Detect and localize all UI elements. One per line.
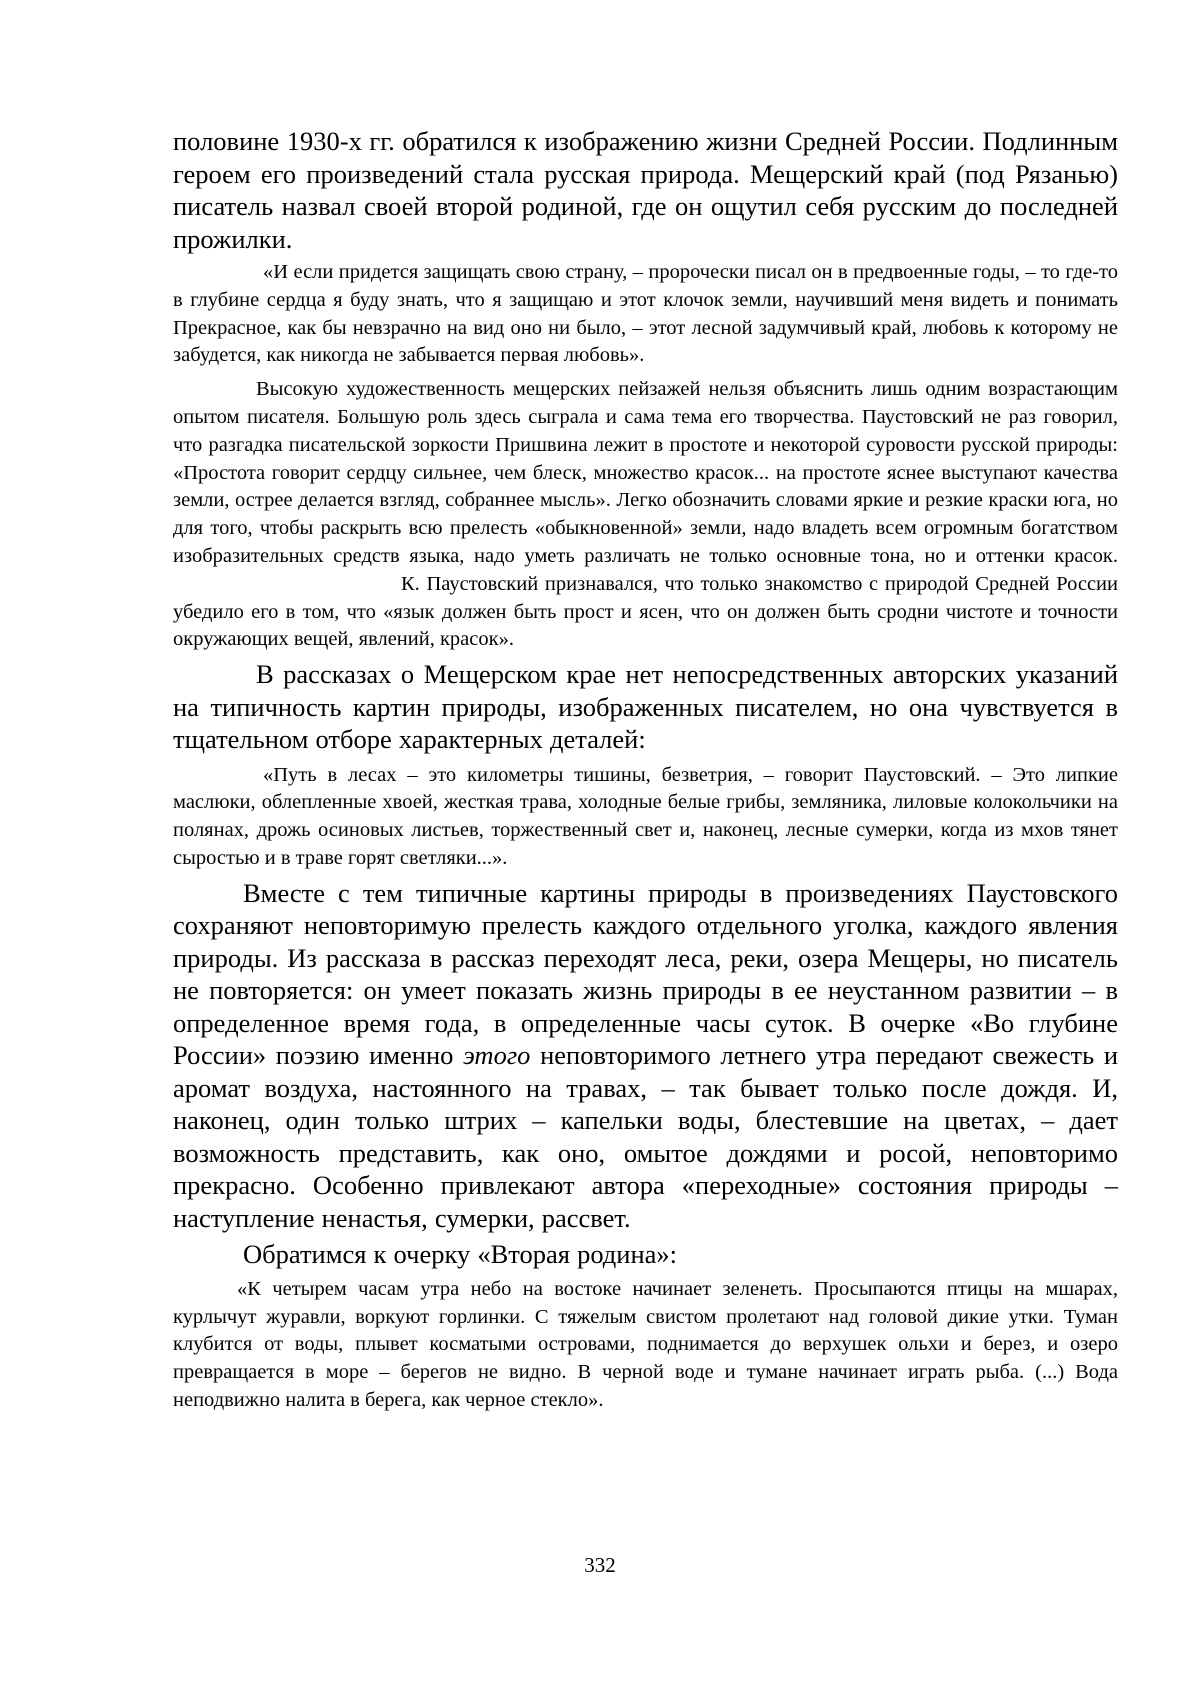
paragraph-second-homeland-intro: Обратимся к очерку «Вторая родина»: xyxy=(243,1239,678,1270)
quote-dawn: «К четырем часам утра небо на востоке начинает зеленеть. Просыпаются птицы на мшарах, курлычут журавли, воркуют горлинки. С тяжелым свистом пролетают над головой дикие утки. Туман клубится от воды, плывет косматыми островами, поднимается до верхушек ольхи и берез, и озеро превращается в море – берегов не видно. В черной воде и тумане начинает играть рыба. (...) Вода неподвижно налита в берега, как черное стекло». xyxy=(173,1277,1118,1412)
typical-pictures-text-before: Вместе с тем типичные картины природы в произведениях Паустовского сохраняют неповторимую прелесть каждого отдельного уголка, каждого явления природы. Из рассказа в рассказ переходят леса, реки, озера Мещеры, но писатель не повторяется: он умеет показать жизнь природы в ее неустанном развитии – в определенное время года, в определенные часы суток. В очерке «Во глубине России» поэзию именно xyxy=(173,877,1118,1071)
emphasis-word: этого xyxy=(463,1040,531,1071)
artistry-text-part2: К. Паустовский признавался, что только знакомство с природой Средней России убедило его в том, что «язык должен быть прост и ясен, что он должен быть сродни чистоте и точности окружающих вещей, явлений, красок». xyxy=(173,572,1118,651)
paragraph-meshchera-stories: В рассказах о Мещерском крае нет непосредственных авторских указаний на типичность картин природы, изображенных писателем, но она чувствуется в тщательном отборе характерных деталей: xyxy=(173,659,1118,755)
quote-homeland: «И если придется защищать свою страну, – пророчески писал он в предвоенные годы, – то где-то в глубине сердца я буду знать, что я защищаю и этот клочок земли, научивший меня видеть и понимать Прекрасное, как бы невзрачно на вид оно ни было, – этот лесной задумчивый край, любовь к которому не забудется, как никогда не забывается первая любовь». xyxy=(173,261,1118,367)
paragraph-artistry xyxy=(173,376,1118,654)
page-body xyxy=(173,125,1118,1415)
paragraph-intro: половине 1930-х гг. обратился к изображению жизни Средней России. Подлинным героем его произведений стала русская природа. Мещерский край (под Рязанью) писатель назвал своей второй родиной, где он ощутил себя русским до последней прожилки. xyxy=(173,126,1118,254)
quote-forest-path: «Путь в лесах – это километры тишины, безветрия, – говорит Паустовский. – Это липкие маслюки, облепленные хвоей, жесткая трава, холодные белые грибы, земляника, лиловые колокольчики на полянах, дрожь осиновых листьев, торжественный свет и, наконец, лесные сумерки, когда из мхов тянет сыростью и в траве горят светляки...». xyxy=(173,763,1118,870)
typical-pictures-text-after: неповторимого летнего утра передают свежесть и аромат воздуха, настоянного на травах, – так бывает только после дождя. И, наконец, один только штрих – капельки воды, блестевшие на цветах, – дает возможность представить, как оно, омытое дождями и росой, неповторимо прекрасно. Особенно привлекают автора «переходные» состояния природы – наступление ненастья, сумерки, рассвет. xyxy=(173,1040,1119,1233)
artistry-text-part1: Высокую художественность мещерских пейзажей нельзя объяснить лишь одним возрастающим опытом писателя. Большую роль здесь сыграла и сама тема его творчества. Паустовский не раз говорил, что разгадка писательской зоркости Пришвина лежит в простоте и некоторой суровости русской природы: «Простота говорит сердцу сильнее, чем блеск, множество красок... на простоте яснее выступают качества земли, острее делается взгляд, собраннее мысль». Легко обозначить словами яркие и резкие краски юга, но для того, чтобы раскрыть всю прелесть «обыкновенной» земли, надо владеть всем огромным богатством изобразительных средств языка, надо уметь различать не только основные тона, но и оттенки красок. xyxy=(173,378,1118,567)
page-number: 332 xyxy=(584,1553,616,1577)
paragraph-typical-pictures xyxy=(173,877,1118,1235)
